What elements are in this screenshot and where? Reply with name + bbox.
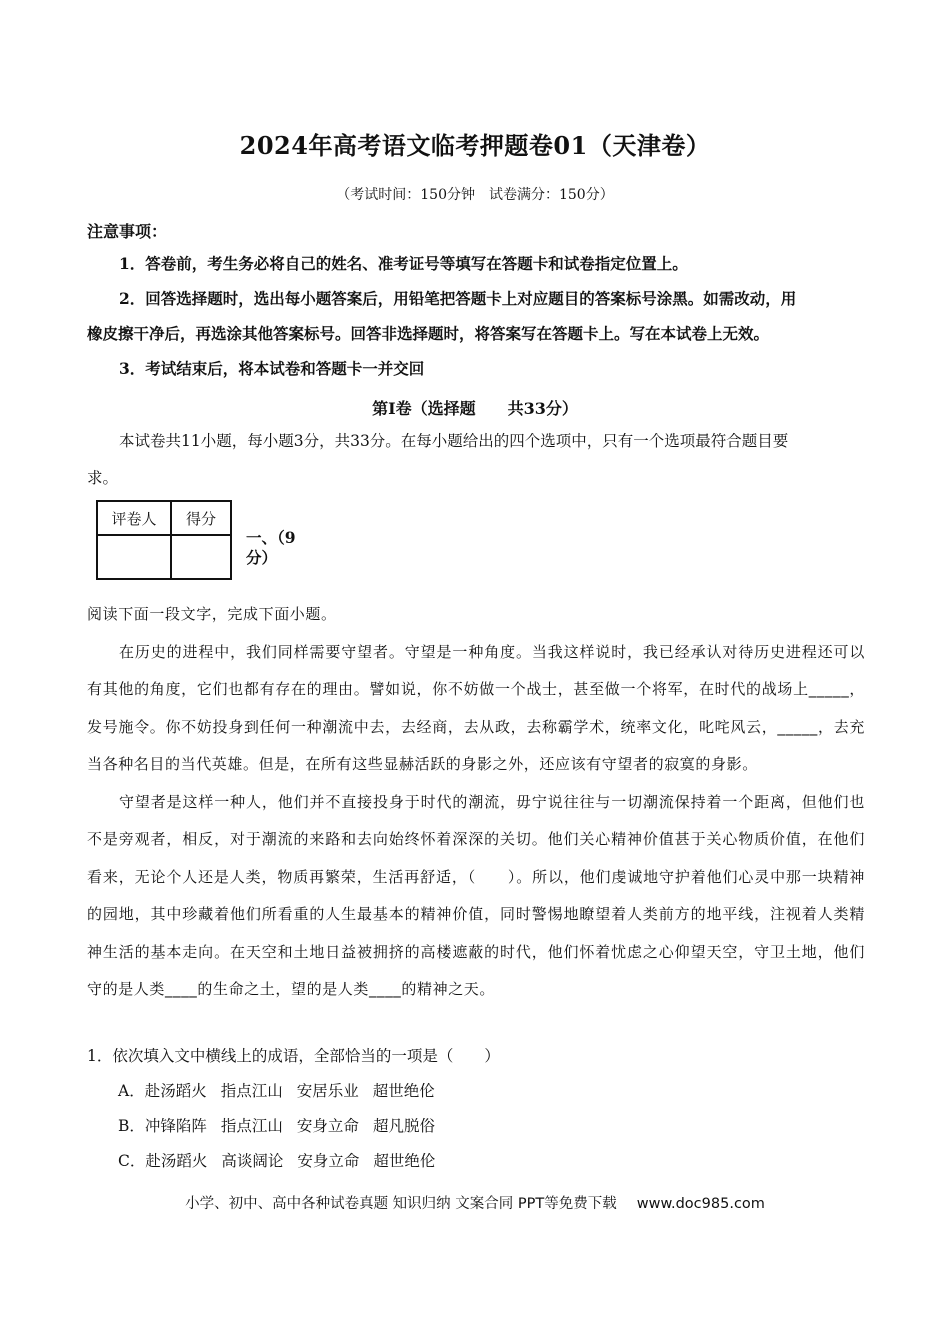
page-footer — [0, 1192, 950, 1213]
option-item: 超凡脱俗 — [372, 1117, 435, 1135]
score-table — [96, 500, 232, 580]
score-table-header-score: 得分 — [171, 501, 231, 535]
option-item: 安身立命 — [296, 1117, 359, 1135]
option-item: 高谈阔论 — [221, 1152, 284, 1170]
question-stem: 1．依次填入文中横线上的成语，全部恰当的一项是（ ） — [87, 1047, 500, 1065]
option-b — [118, 1114, 449, 1136]
part-label — [246, 528, 316, 568]
option-letter: B． — [118, 1117, 145, 1135]
notice-item: 3．考试结束后，将本试卷和答题卡一并交回 — [119, 359, 425, 378]
section-intro — [87, 423, 865, 497]
notice-item: 1．答卷前，考生务必将自己的姓名、准考证号等填写在答题卡和试卷指定位置上。 — [119, 254, 688, 273]
option-item: 指点江山 — [220, 1117, 283, 1135]
notice-list — [87, 246, 867, 386]
notice-item: 橡皮擦干净后，再选涂其他答案标号。回答非选择题时，将答案写在答题卡上。写在本试卷上无效。 — [87, 324, 770, 343]
option-a — [118, 1079, 449, 1101]
part-label-line: 一、（9 — [246, 528, 296, 547]
notice-heading: 注意事项： — [87, 222, 168, 241]
option-c — [118, 1149, 449, 1171]
option-item: 安身立命 — [297, 1152, 360, 1170]
option-item: 超世绝伦 — [372, 1082, 435, 1100]
reading-paragraph: 守望者是这样一种人，他们并不直接投身于时代的潮流，毋宁说往往与一切潮流保持着一个距离，但他们也不是旁观者，相反，对于潮流的来路和去向始终怀着深深的关切。他们关心精神价值甚于关心物质价值，在他们看来，无论个人还是人类，物质再繁荣，生活再舒适，（ ）。所以，他们虔诚地守护着他们心灵中那一块精神的园地，其中珍藏着他们所看重的人生最基本的精神价值，同时警惕地瞭望着人类前方的地平线，注视着人类精神生活的基本走向。在天空和土地日益被拥挤的高楼遮蔽的时代，他们怀着忧虑之心仰望天空，守卫土地，他们守的是人类____的生命之土，望的是人类____的精神之天。 — [87, 792, 865, 998]
exam-subtitle: （考试时间：150分钟 试卷满分：150分） — [336, 187, 614, 203]
score-table-cell-grader — [97, 535, 171, 579]
reading-paragraph: 在历史的进程中，我们同样需要守望者。守望是一种角度。当我这样说时，我已经承认对待历史进程还可以有其他的角度，它们也都有存在的理由。譬如说，你不妨做一个战士，甚至做一个将军，在时代的战场上_____，发号施令。你不妨投身到任何一种潮流中去，去经商，去从政，去称霸学术，统率文化，叱咤风云，_____，去充当各种名目的当代英雄。但是，在所有这些显赫活跃的身影之外，还应该有守望者的寂寞的身影。 — [87, 642, 865, 773]
reading-instruction: 阅读下面一段文字，完成下面小题。 — [87, 605, 337, 623]
section-intro-line: 求。 — [87, 469, 119, 487]
footer-link[interactable]: www.doc985.com — [636, 1196, 765, 1212]
score-table-cell-score — [171, 535, 231, 579]
reading-passage — [87, 596, 865, 1009]
option-item: 安居乐业 — [296, 1082, 359, 1100]
section-title: 第Ⅰ卷（选择题 共33分） — [372, 399, 578, 418]
option-letter: A． — [118, 1082, 145, 1100]
section-intro-line: 本试卷共11小题，每小题3分，共33分。在每小题给出的四个选项中，只有一个选项最符合题目要 — [119, 432, 789, 450]
score-table-header-grader: 评卷人 — [97, 501, 171, 535]
option-letter: C． — [118, 1152, 146, 1170]
exam-title: 2024年高考语文临考押题卷01（天津卷） — [239, 131, 711, 160]
option-item: 超世绝伦 — [373, 1152, 436, 1170]
option-item: 赴汤蹈火 — [145, 1152, 208, 1170]
notice-item: 2．回答选择题时，选出每小题答案后，用铅笔把答题卡上对应题目的答案标号涂黑。如需改动，用 — [119, 289, 797, 308]
option-item: 指点江山 — [220, 1082, 283, 1100]
part-label-line: 分） — [246, 548, 278, 567]
footer-text: 小学、初中、高中各种试卷真题 知识归纳 文案合同 PPT等免费下载 — [185, 1196, 617, 1212]
option-item: 赴汤蹈火 — [144, 1082, 207, 1100]
option-item: 冲锋陷阵 — [144, 1117, 207, 1135]
